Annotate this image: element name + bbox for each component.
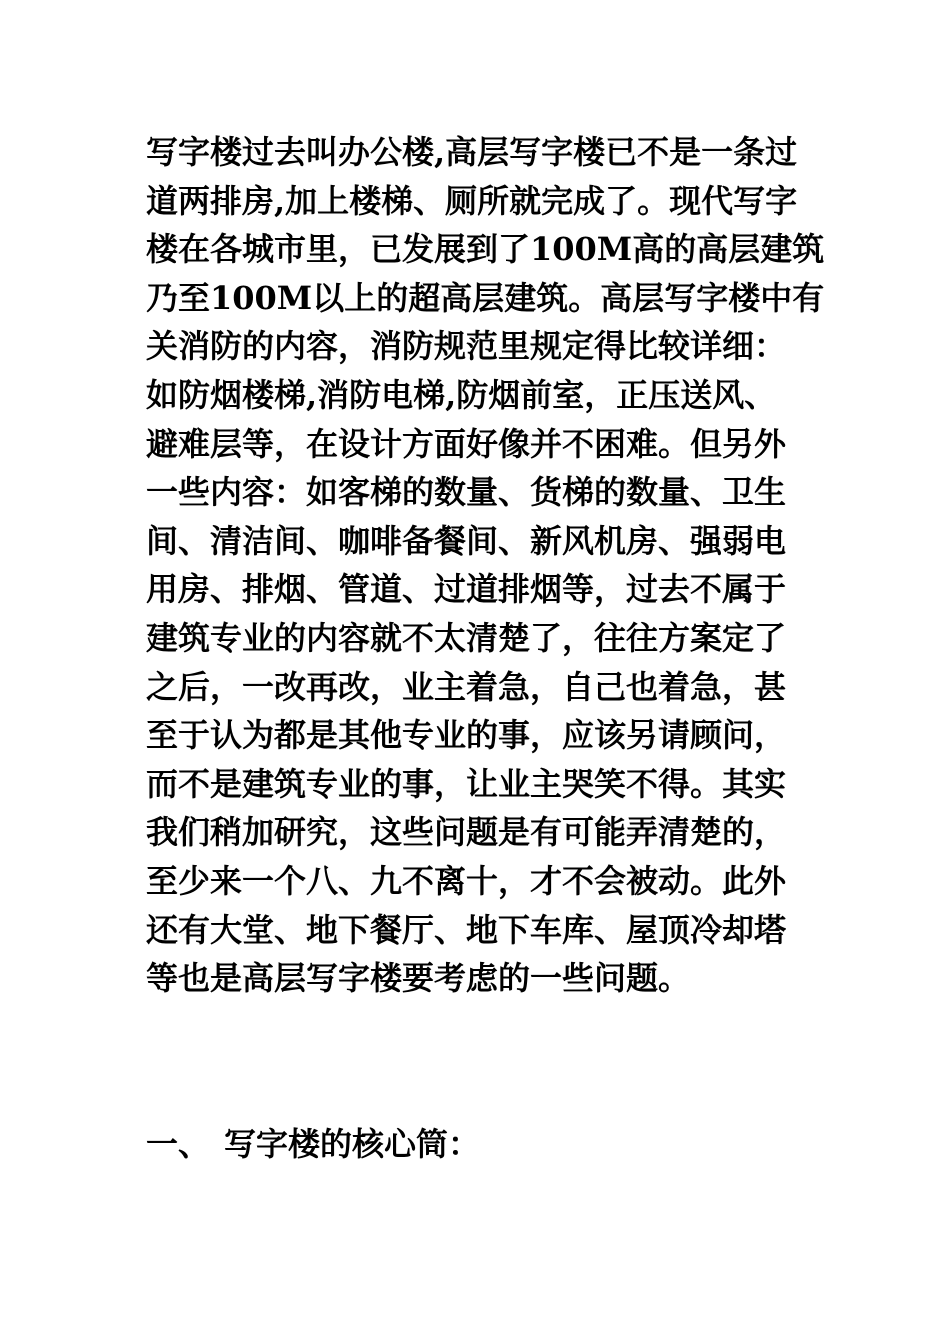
paragraph-line: 至少来一个八、九不离十，才不会被动。此外: [146, 861, 787, 900]
paragraph-line: 关消防的内容，消防规范里规定得比较详细：: [146, 327, 787, 366]
paragraph-line: 用房、排烟、管道、过道排烟等，过去不属于: [146, 570, 787, 609]
paragraph-line: 还有大堂、地下餐厅、地下车库、屋顶冷却塔: [146, 910, 787, 949]
paragraph-line: 避难层等，在设计方面好像并不困难。但另外: [146, 424, 787, 463]
paragraph-line: 写字楼过去叫办公楼,高层写字楼已不是一条过: [146, 133, 798, 171]
paragraph-line: 建筑专业的内容就不太清楚了，往往方案定了: [146, 618, 787, 657]
paragraph-line: 之后，一改再改，业主着急，自己也着急，甚: [146, 667, 787, 706]
paragraph-line: 如防烟楼梯,消防电梯,防烟前室，正压送风、: [146, 375, 777, 414]
paragraph-line: 一些内容：如客梯的数量、货梯的数量、卫生: [146, 473, 787, 512]
body-paragraph: [146, 128, 825, 1003]
paragraph-line: 道两排房,加上楼梯、厕所就完成了。现代写字: [146, 181, 798, 220]
paragraph-line: 至于认为都是其他专业的事，应该另请顾问，: [146, 716, 787, 755]
paragraph-line: 乃至100M以上的超高层建筑。高层写字楼中有: [146, 278, 825, 317]
section-heading: [146, 1120, 480, 1168]
section-number: 一、: [146, 1125, 211, 1163]
paragraph-line: 我们稍加研究，这些问题是有可能弄清楚的，: [146, 813, 787, 852]
paragraph-line: 等也是高层写字楼要考虑的一些问题。: [146, 959, 691, 998]
paragraph-line: 间、清洁间、咖啡备餐间、新风机房、强弱电: [146, 521, 787, 560]
paragraph-line: 而不是建筑专业的事，让业主哭笑不得。其实: [146, 764, 787, 803]
paragraph-line: 楼在各城市里，已发展到了100M高的高层建筑: [146, 230, 825, 269]
section-title: 写字楼的核心筒：: [224, 1125, 481, 1163]
